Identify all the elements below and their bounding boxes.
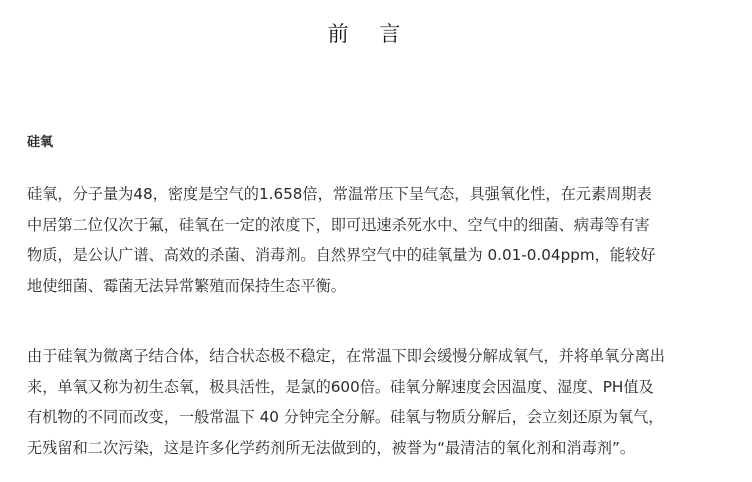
- paragraph-line: 有机物的不同而改变，一般常温下 40 分钟完全分解。硅氧与物质分解后，会立刻还原为氧气，: [27, 408, 664, 426]
- paragraph-decomposition: [27, 341, 727, 463]
- section-heading: 硅氧: [27, 135, 54, 150]
- paragraph-line: 物质，是公认广谱、高效的杀菌、消毒剂。自然界空气中的硅氧量为 0.01-0.04ppm，能较好: [27, 246, 656, 264]
- paragraph-line: 地使细菌、霉菌无法异常繁殖而保持生态平衡。: [27, 276, 346, 295]
- paragraph-line: 由于硅氧为微离子结合体，结合状态极不稳定，在常温下即会缓慢分解成氧气，并将单氧分离出: [27, 347, 665, 365]
- paragraph-line: 无残留和二次污染，这是许多化学药剂所无法做到的，被誉为“最清洁的氧化剂和消毒剂”。: [27, 438, 636, 457]
- paragraph-line: 来，单氧又称为初生态氧，极具活性，是氯的600倍。硅氧分解速度会因温度、湿度、PH值及: [27, 377, 654, 396]
- paragraph-intro: [27, 179, 727, 301]
- page-title: 前 言: [327, 22, 413, 46]
- paragraph-line: 中居第二位仅次于氟，硅氧在一定的浓度下，即可迅速杀死水中、空气中的细菌、病毒等有害: [27, 215, 650, 234]
- paragraph-line: 硅氧，分子量为48，密度是空气的1.658倍，常温常压下呈气态，具强氧化性，在元素周期表: [27, 185, 652, 203]
